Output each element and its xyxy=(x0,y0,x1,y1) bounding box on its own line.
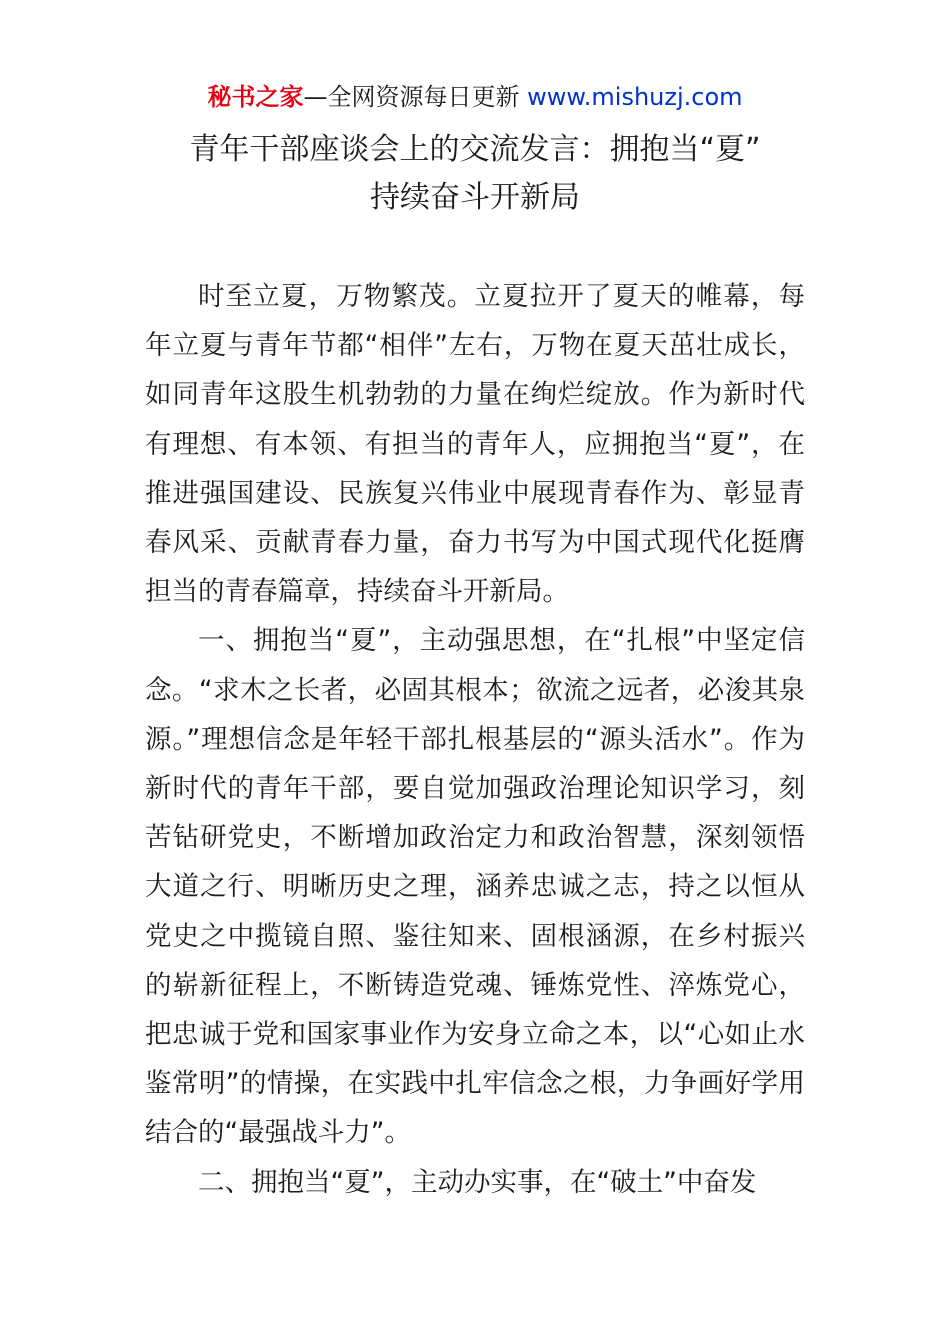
site-header xyxy=(0,80,950,114)
header-tagline: —全网资源每日更新 xyxy=(303,83,528,111)
paragraph-1: 时至立夏，万物繁茂。立夏拉开了夏天的帷幕，每年立夏与青年节都“相伴”左右，万物在夏天茁壮成长，如同青年这股生机勃勃的力量在绚烂绽放。作为新时代有理想、有本领、有担当的青年人，应拥抱当“夏”，在推进强国建设、民族复兴伟业中展现青春作为、彰显青春风采、贡献青春力量，奋力书写为中国式现代化挺膺担当的青春篇章，持续奋斗开新局。 xyxy=(145,281,805,608)
paragraph-3: 二、拥抱当“夏”，主动办实事，在“破土”中奋发 xyxy=(198,1166,757,1198)
site-url-link[interactable]: www.mishuzj.com xyxy=(527,83,743,111)
paragraph-2: 一、拥抱当“夏”，主动强思想，在“扎根”中坚定信念。“求木之长者，必固其根本；欲流之远者，必浚其泉源。”理想信念是年轻干部扎根基层的“源头活水”。作为新时代的青年干部，要自觉加强政治理论知识学习，刻苦钻研党史，不断增加政治定力和政治智慧，深刻领悟大道之行、明晰历史之理，涵养忠诚之志，持之以恒从党史之中揽镜自照、鉴往知来、固根涵源，在乡村振兴的崭新征程上，不断铸造党魂、锤炼党性、淬炼党心，把忠诚于党和国家事业作为安身立命之本，以“心如止水鉴常明”的情操，在实践中扎牢信念之根，力争画好学用结合的“最强战斗力”。 xyxy=(145,625,805,1149)
brand-name: 秘书之家 xyxy=(207,83,304,111)
document-title-line-2: 持续奋斗开新局 xyxy=(370,180,580,215)
document-title-line-1: 青年干部座谈会上的交流发言：拥抱当“夏” xyxy=(189,132,761,167)
document-body xyxy=(145,272,805,1207)
